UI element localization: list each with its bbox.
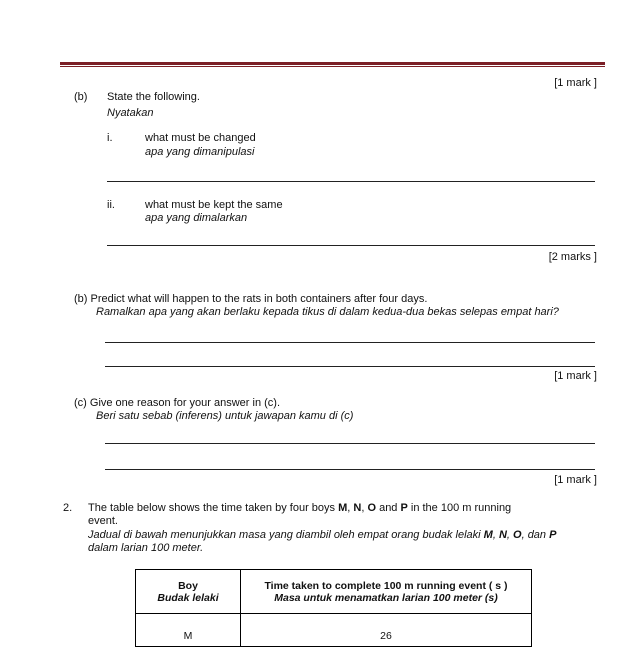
- answer-line: [107, 181, 595, 182]
- marks-label: [1 mark ]: [554, 370, 597, 382]
- answer-line: [107, 245, 595, 246]
- results-table: [135, 569, 532, 647]
- marks-label: [1 mark ]: [554, 474, 597, 486]
- cell-time: 26: [241, 614, 532, 647]
- answer-line: [105, 366, 595, 367]
- question-text: (b) Predict what will happen to the rats in both containers after four days.: [74, 293, 428, 305]
- answer-line: [105, 469, 595, 470]
- item-text-malay: apa yang dimanipulasi: [145, 146, 255, 158]
- header-boy: [136, 570, 241, 614]
- question-text-malay: Ramalkan apa yang akan berlaku kepada tikus di dalam kedua-dua bekas selepas empat hari?: [96, 306, 559, 318]
- question-text: The table below shows the time taken by four boys M, N, O and P in the 100 m running: [88, 502, 512, 514]
- marks-label: [1 mark ]: [554, 77, 597, 89]
- header-time-en: Time taken to complete 100 m running event ( s ): [264, 579, 508, 592]
- answer-line: [105, 342, 595, 343]
- table-header-row: [136, 570, 532, 614]
- question-text-malay: Jadual di bawah menunjukkan masa yang diambil oleh empat orang budak lelaki M, N, O, dan P: [88, 529, 557, 541]
- marks-label: [2 marks ]: [548, 251, 597, 263]
- header-boy-en: Boy: [178, 579, 198, 592]
- question-text-malay-line2: dalam larian 100 meter.: [88, 542, 204, 554]
- question-text: (c) Give one reason for your answer in (c).: [74, 397, 281, 409]
- item-text: what must be changed: [145, 132, 256, 144]
- question-text-malay: Beri satu sebab (inferens) untuk jawapan kamu di (c): [96, 410, 354, 422]
- question-text-line2: event.: [88, 515, 118, 527]
- header-time: [241, 570, 532, 614]
- header-time-ms: Masa untuk menamatkan larian 100 meter (s): [274, 591, 498, 604]
- part-label: (b): [74, 91, 88, 103]
- cell-boy: M: [136, 614, 241, 647]
- question-text: State the following.: [107, 91, 200, 103]
- item-text-malay: apa yang dimalarkan: [145, 212, 248, 224]
- question-text-malay: Nyatakan: [107, 107, 154, 119]
- answer-line: [105, 443, 595, 444]
- item-number: ii.: [107, 199, 115, 211]
- table-row: [136, 614, 532, 647]
- question-number: 2.: [63, 502, 73, 514]
- header-rule: [60, 62, 605, 65]
- header-rule-thin: [60, 66, 605, 67]
- item-text: what must be kept the same: [145, 199, 283, 211]
- header-boy-ms: Budak lelaki: [157, 591, 219, 604]
- item-number: i.: [107, 132, 113, 144]
